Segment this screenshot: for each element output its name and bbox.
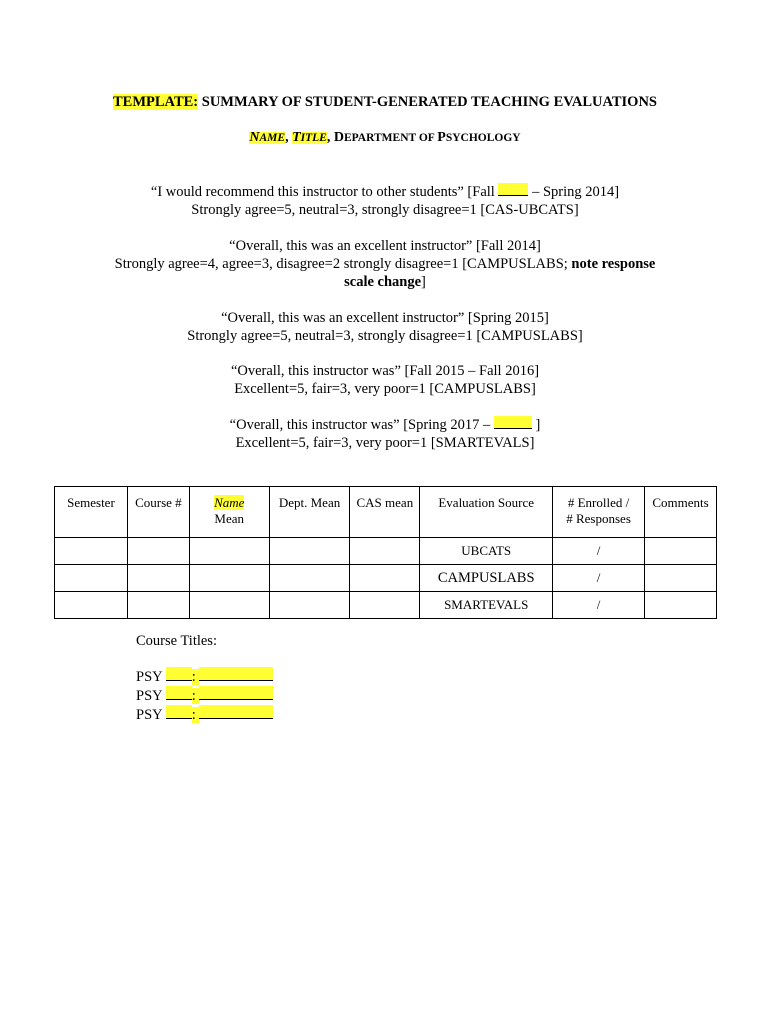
cell-source: UBCATS (420, 538, 553, 565)
cell-name-mean (189, 592, 269, 619)
cell-comments (644, 538, 716, 565)
course-number-blank (166, 705, 192, 719)
cell-comments (644, 592, 716, 619)
table-row (55, 565, 717, 592)
course-titles-label: Course Titles: (136, 633, 217, 649)
cell-dept-mean (269, 538, 350, 565)
header-enrolled-responses: # Enrolled / # Responses (553, 487, 645, 538)
evaluation-item-4: “Overall, this instructor was” [Fall 2015 – Fall 2016] Excellent=5, fair=3, very poor=1 [CAMPUSLABS] (230, 363, 540, 397)
cell-source: CAMPUSLABS (420, 565, 553, 592)
header-name-mean: Name Mean (189, 487, 269, 538)
course-number-blank (166, 686, 192, 700)
evaluation-summary-table (54, 486, 717, 619)
cell-course (127, 592, 189, 619)
header-course: Course # (127, 487, 189, 538)
header-dept-mean: Dept. Mean (269, 487, 350, 538)
course-title-blank (199, 667, 273, 681)
header-evaluation-source: Evaluation Source (420, 487, 553, 538)
document-title (0, 92, 770, 112)
template-label: TEMPLATE: (113, 94, 199, 110)
course-title-line: PSY : (136, 667, 273, 686)
year-blank (498, 183, 528, 196)
cell-enrolled: / (553, 592, 645, 619)
cell-enrolled: / (553, 538, 645, 565)
course-title-line: PSY : (136, 686, 273, 705)
year-blank (494, 416, 532, 429)
header-cas-mean: CAS mean (350, 487, 420, 538)
cell-dept-mean (269, 565, 350, 592)
title-placeholder: TITLE (292, 130, 327, 145)
table-header-row (55, 487, 717, 538)
cell-cas-mean (350, 538, 420, 565)
cell-comments (644, 565, 716, 592)
cell-cas-mean (350, 592, 420, 619)
cell-name-mean (189, 538, 269, 565)
course-titles-section (136, 632, 273, 724)
cell-semester (55, 538, 128, 565)
course-number-blank (166, 667, 192, 681)
cell-cas-mean (350, 565, 420, 592)
name-placeholder: NAME (249, 130, 286, 145)
document-title-text: SUMMARY OF STUDENT-GENERATED TEACHING EVALUATIONS (198, 94, 657, 110)
course-title-blank (199, 686, 273, 700)
cell-semester (55, 592, 128, 619)
cell-course (127, 538, 189, 565)
course-title-blank (199, 705, 273, 719)
evaluation-item-1: “I would recommend this instructor to other students” [Fall – Spring 2014] Strongly agree=5, neutral=3, strongly disagree=1 [CAS-UBCATS] (150, 184, 620, 218)
evaluation-item-5: “Overall, this instructor was” [Spring 2017 – ] Excellent=5, fair=3, very poor=1 [SMARTEVALS] (229, 417, 541, 451)
course-title-line: PSY : (136, 705, 273, 724)
cell-semester (55, 565, 128, 592)
header-comments: Comments (644, 487, 716, 538)
evaluation-item-2: “Overall, this was an excellent instructor” [Fall 2014] Strongly agree=4, agree=3, disagree=2 strongly disagree=1 [CAMPUSLABS; note response scale change] (114, 238, 656, 290)
cell-dept-mean (269, 592, 350, 619)
cell-source: SMARTEVALS (420, 592, 553, 619)
table-row (55, 592, 717, 619)
table-row (55, 538, 717, 565)
cell-name-mean (189, 565, 269, 592)
header-semester: Semester (55, 487, 128, 538)
evaluation-item-3: “Overall, this was an excellent instructor” [Spring 2015] Strongly agree=5, neutral=3, strongly disagree=1 [CAMPUSLABS] (187, 310, 583, 344)
document-subtitle: NAME, TITLE, DEPARTMENT OF PSYCHOLOGY (249, 130, 521, 145)
cell-enrolled: / (553, 565, 645, 592)
cell-course (127, 565, 189, 592)
